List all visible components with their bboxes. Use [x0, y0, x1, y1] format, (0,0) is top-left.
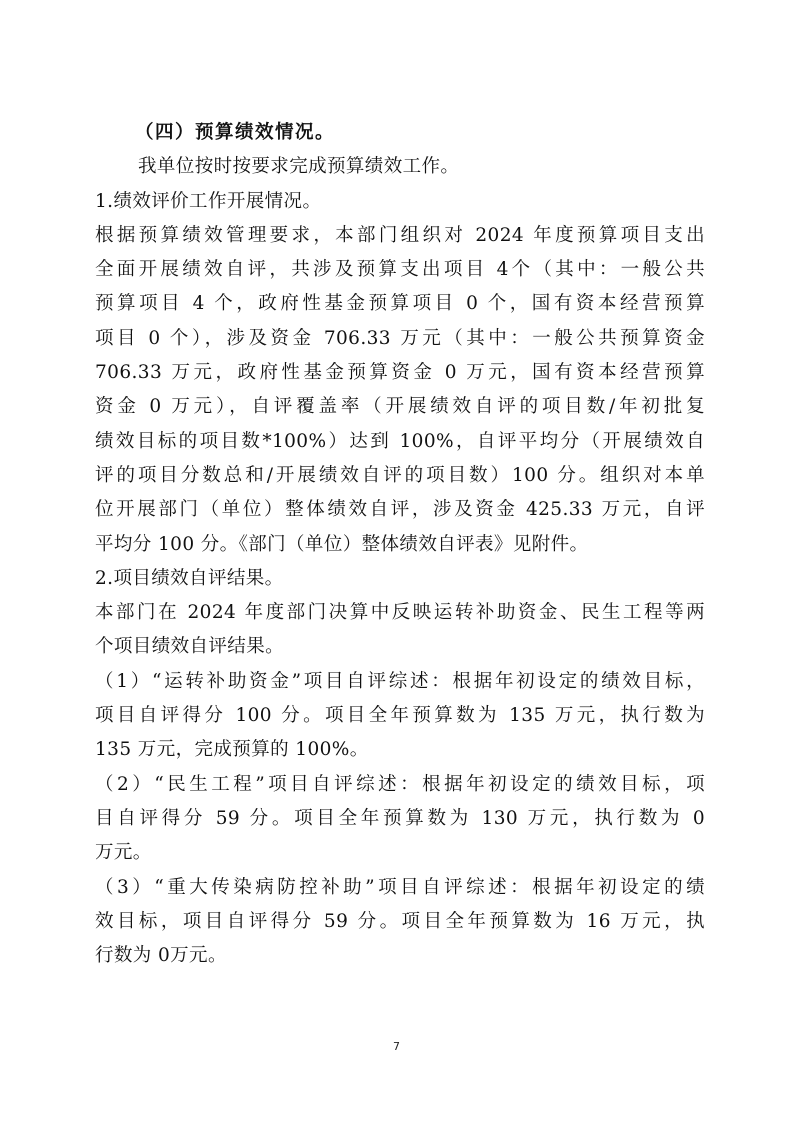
paragraph-line: 万元。 — [95, 842, 152, 864]
part2-paragraph — [95, 596, 705, 665]
paragraph-line: 根据预算绩效管理要求，本部门组织对 2024 年度预算项目支出 — [95, 224, 705, 246]
paragraph-line: 评的项目分数总和/开展绩效自评的项目数）100 分。组织对本单 — [95, 464, 705, 486]
page-content — [95, 116, 705, 973]
paragraph-line: 项目自评得分 100 分。项目全年预算数为 135 万元，执行数为 — [95, 705, 705, 727]
paragraph-line: 绩效目标的项目数*100%）达到 100%，自评平均分（开展绩效自 — [95, 430, 705, 452]
paragraph-line: 706.33 万元，政府性基金预算资金 0 万元，国有资本经营预算 — [95, 362, 705, 384]
project-item-3 — [95, 871, 705, 974]
paragraph-line: 全面开展绩效自评，共涉及预算支出项目 4个（其中：一般公共 — [95, 259, 705, 281]
part2-heading: 2.项目绩效自评结果。 — [95, 567, 284, 589]
paragraph-line: 效目标，项目自评得分 59 分。项目全年预算数为 16 万元，执 — [95, 910, 705, 932]
section-title: （四）预算绩效情况。 — [135, 122, 336, 143]
paragraph-line: （3）“重大传染病防控补助”项目自评综述：根据年初设定的绩 — [95, 876, 705, 898]
paragraph-line: 资金 0 万元），自评覆盖率（开展绩效自评的项目数/年初批复 — [95, 396, 705, 418]
paragraph-line: 平均分 100 分。《部门（单位）整体绩效自评表》见附件。 — [95, 533, 589, 555]
paragraph-line: 本部门在 2024 年度部门决算中反映运转补助资金、民生工程等两 — [95, 602, 705, 624]
page-number: 7 — [393, 1040, 400, 1053]
paragraph-line: 位开展部门（单位）整体绩效自评，涉及资金 425.33 万元，自评 — [95, 499, 705, 521]
paragraph-line: 行数为 0万元。 — [95, 945, 227, 967]
part1-paragraph — [95, 219, 705, 562]
paragraph-line: （2）“民生工程”项目自评综述：根据年初设定的绩效目标，项 — [95, 773, 705, 795]
paragraph-line: 目自评得分 59 分。项目全年预算数为 130 万元，执行数为 0 — [95, 807, 705, 829]
part1-heading: 1.绩效评价工作开展情况。 — [95, 190, 322, 212]
paragraph-line: 项目 0 个），涉及资金 706.33 万元（其中：一般公共预算资金 — [95, 327, 705, 349]
paragraph-line: 135 万元，完成预算的 100%。 — [95, 739, 369, 761]
project-item-1 — [95, 665, 705, 768]
paragraph-line: （1）“运转补助资金”项目自评综述：根据年初设定的绩效目标， — [95, 670, 705, 692]
paragraph-line: 个项目绩效自评结果。 — [95, 636, 285, 658]
intro-paragraph: 我单位按时按要求完成预算绩效工作。 — [138, 156, 460, 178]
project-item-2 — [95, 768, 705, 871]
paragraph-line: 预算项目 4 个，政府性基金预算项目 0 个，国有资本经营预算 — [95, 293, 705, 315]
